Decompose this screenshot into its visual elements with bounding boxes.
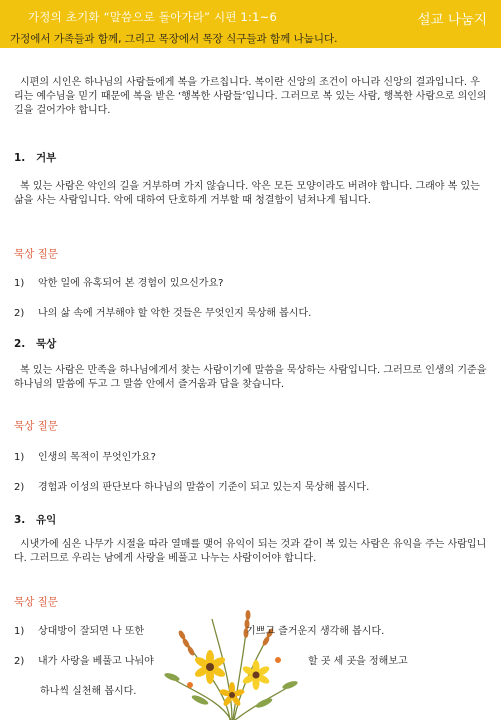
sermon-subtitle: 가정에서 가족들과 함께, 그리고 목장에서 목장 식구들과 함께 나눕니다.: [10, 33, 338, 45]
question-text-continued: 할 곳 세 곳을 정해보고: [308, 656, 408, 667]
sermon-title: 가정의 초기화 “말씀으로 돌아가라” 시편 1:1~6: [28, 10, 277, 24]
section-3-body: 시냇가에 심은 나무가 시절을 따라 열매를 맺어 유익이 되는 것과 같이 복 있는 사람은 유익을 주는 사람입니다. 그러므로 우리는 남에게 사랑을 베풀고 나누는 사람이어야 합니다.: [14, 539, 487, 564]
section-1-body: 복 있는 사람은 악인의 길을 거부하며 가지 않습니다. 악은 모든 모양이라도 버려야 합니다. 그래야 복 있는 삶을 사는 사람입니다. 악에 대하여 단호하게 거부할 때 청결함이 넘쳐나게 됩니다.: [14, 181, 480, 206]
question-text: 상대방이 잘되면 나 또한: [38, 626, 145, 637]
question-number: 2): [14, 656, 25, 667]
question-text-continued: 하나씩 실천해 봅시다.: [40, 686, 137, 697]
section-2-body: 복 있는 사람은 만족을 하나님에게서 찾는 사람이기에 말씀을 묵상하는 사람입니다. 그러므로 인생의 기준을 하나님의 말씀에 두고 그 말씀 안에서 즐거움과 답을 찾습니다.: [14, 365, 487, 390]
question-item: [14, 304, 311, 319]
question-number: 1): [14, 626, 25, 637]
section-title: 묵상: [36, 338, 57, 350]
question-number: 2): [14, 482, 25, 493]
section-number: 1.: [14, 152, 26, 164]
sermon-tag: 설교 나눔지: [417, 12, 487, 28]
section-title: 거부: [36, 152, 57, 164]
question-number: 1): [14, 452, 25, 463]
section-title: 유익: [36, 514, 57, 526]
question-text: 경험과 이성의 판단보다 하나님의 말씀이 기준이 되고 있는지 묵상해 봅시다.: [38, 482, 370, 493]
section-number: 3.: [14, 514, 26, 526]
question-text: 나의 삶 속에 거부해야 할 악한 것들은 무엇인지 묵상해 봅시다.: [38, 308, 312, 319]
meditation-title: 묵상 질문: [14, 596, 58, 608]
section-2-heading: [14, 336, 56, 351]
question-text: 인생의 목적이 무엇인가요?: [38, 452, 156, 463]
meditation-title: 묵상 질문: [14, 420, 58, 432]
question-text: 내가 사랑을 베풀고 나눠야: [38, 656, 154, 667]
section-3-heading: [14, 512, 56, 527]
question-text-continued: 기쁘고 즐거운지 생각해 봅시다.: [246, 626, 385, 637]
question-number: 2): [14, 308, 25, 319]
question-item: [14, 448, 156, 463]
intro-paragraph: 시편의 시인은 하나님의 사람들에게 복을 가르칩니다. 복이란 신앙의 조건이 아니라 신앙의 결과입니다. 우리는 예수님을 믿기 때문에 복을 받은 ‘행복한 사람들’입니다. 그러므로 복 있는 사람, 행복한 사람으로 의인의 길을 걸어가야 합니다.: [14, 77, 487, 116]
question-item: [14, 274, 223, 289]
question-text: 악한 일에 유혹되어 본 경험이 있으신가요?: [38, 278, 224, 289]
section-1-heading: [14, 150, 56, 165]
question-item: [14, 478, 369, 493]
question-item: [14, 622, 144, 637]
question-item: [14, 652, 154, 667]
header-banner: [0, 0, 501, 48]
question-number: 1): [14, 278, 25, 289]
section-number: 2.: [14, 338, 26, 350]
meditation-title: 묵상 질문: [14, 248, 58, 260]
